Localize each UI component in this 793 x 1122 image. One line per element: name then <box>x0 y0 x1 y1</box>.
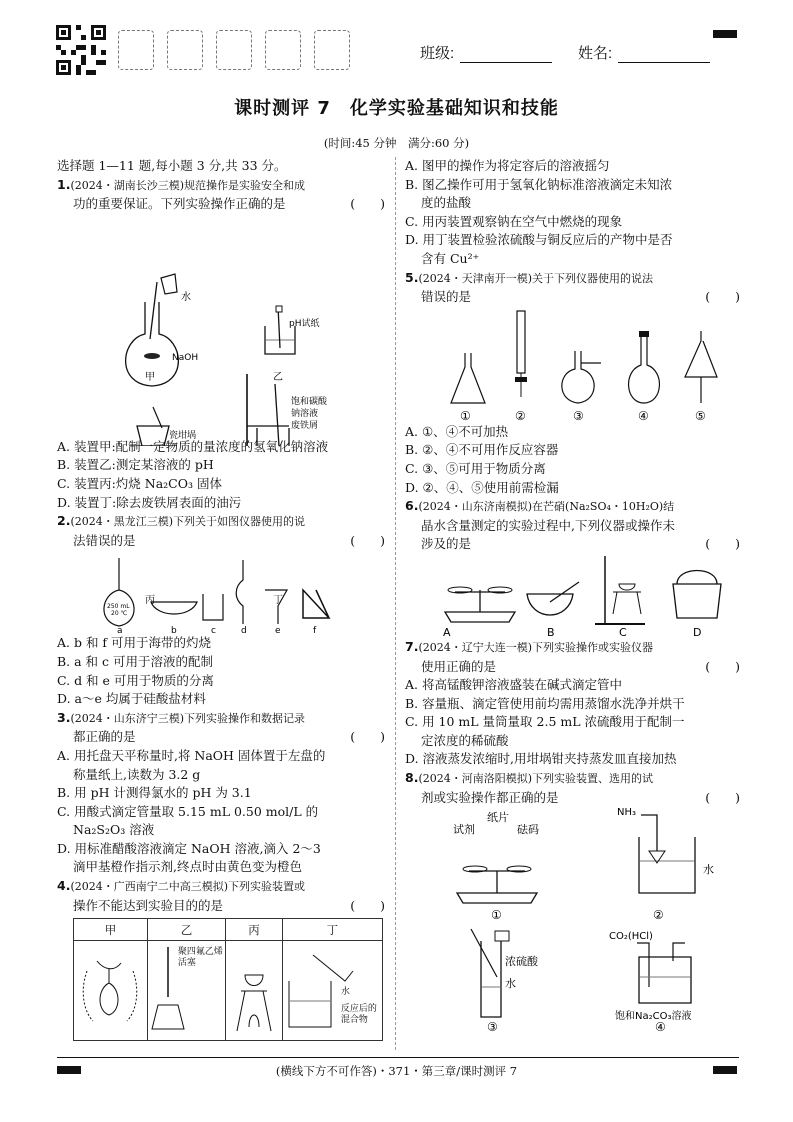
option: D. ②、④、⑤使用前需检漏 <box>405 479 559 495</box>
option: Na₂S₂O₃ 溶液 <box>73 822 155 838</box>
svg-text:试剂: 试剂 <box>453 823 475 837</box>
option: B. 容量瓶、滴定管使用前均需用蒸馏水洗净并烘干 <box>405 695 685 711</box>
option: C. 用 10 mL 量筒量取 2.5 mL 浓硫酸用于配制一 <box>405 714 685 730</box>
name-field: 姓名: <box>578 42 710 63</box>
option: B. ②、④不可用作反应容器 <box>405 442 559 458</box>
seat-box <box>167 30 203 70</box>
svg-text:f: f <box>313 626 317 635</box>
svg-text:d: d <box>241 626 247 635</box>
q1-figure <box>57 214 385 446</box>
svg-text:④: ④ <box>638 408 649 423</box>
time-info: (时间:45 分钟 满分:60 分) <box>323 136 470 150</box>
svg-text:水: 水 <box>703 863 714 877</box>
svg-text:b: b <box>171 626 177 635</box>
svg-text:a: a <box>117 626 123 635</box>
question-4: 4.(2024・广西南宁二中高三模拟)下列实验装置或 操作不能达到实验目的的是 ( ) 甲 乙 丙 丁 聚四氟乙烯 活塞 水 反应后的 混合物 <box>57 877 385 1041</box>
svg-text:乙: 乙 <box>273 371 283 383</box>
option: 滴甲基橙作指示剂,终点时由黄色变为橙色 <box>73 859 302 875</box>
q6-figure <box>405 554 740 638</box>
option: D. 用标准醋酸溶液滴定 NaOH 溶液,滴入 2～3 <box>57 840 321 856</box>
svg-text:钠溶液: 钠溶液 <box>291 408 319 419</box>
option: 度的盐酸 <box>421 195 472 211</box>
question-7: 7.(2024・辽宁大连一模)下列实验操作或实验仪器 使用正确的是 ( ) A. 将高锰酸钾溶液盛装在碱式滴定管中 B. 容量瓶、滴定管使用前均需用蒸馏水洗净并烘干 C. 用 10 mL 量筒量取 2.5 mL 浓硫酸用于配制一 定浓度的稀硫酸 D. 溶液蒸发浓缩时,用坩埚钳夹持蒸发皿直接加热 <box>405 638 740 769</box>
svg-text:水: 水 <box>505 977 516 991</box>
svg-text:③: ③ <box>487 1020 498 1034</box>
svg-text:B: B <box>547 625 555 638</box>
q4-table: 甲 乙 丙 丁 聚四氟乙烯 活塞 水 反应后的 混合物 <box>73 918 383 1041</box>
svg-text:pH试纸: pH试纸 <box>289 318 320 329</box>
option: 称量纸上,读数为 3.2 g <box>73 766 201 782</box>
question-5: 5.(2024・天津南开一模)关于下列仪器使用的说法 错误的是 ( ) ① ② ③ ④ ⑤ A. ①、④不可加热 B. ②、④不可用作反应容器 C. ③、⑤可用于物质分离 D. ②、④、⑤使用前需检漏 <box>405 269 740 498</box>
svg-text:③: ③ <box>573 408 584 423</box>
svg-text:饱和Na₂CO₃溶液: 饱和Na₂CO₃溶液 <box>615 1011 692 1023</box>
footer: (横线下方不可作答)・371・第三章/课时测评 7 <box>275 1064 518 1078</box>
iron-stand-icon <box>237 374 297 446</box>
question-6: 6.(2024・山东济南模拟)在芒硝(Na₂SO₄・10H₂O)结 晶水含量测定的实验过程中,下列仪器或操作未 涉及的是 ( ) A B C D <box>405 498 740 638</box>
question-1: 1.(2024・湖南长沙三模)规范操作是实验安全和成 功的重要保证。下列实验操作正确的是 ( ) 水 NaOH 甲 pH试纸 乙 瓷坩埚 饱和碳酸 钠溶液 废铁屑 丙 丁 A. 装置甲:配制一定物质的量浓度的氢氧化钠溶液 B. 装置乙:测定某溶液的 pH C. 装置丙:灼烧 Na₂CO₃ 固体 D. 装置丁:除去废铁屑表面的油污 <box>57 176 385 606</box>
option: C. 装置丙:灼烧 Na₂CO₃ 固体 <box>57 475 222 491</box>
class-field: 班级: <box>420 42 552 63</box>
option: A. 装置甲:配制一定物质的量浓度的氢氧化钠溶液 <box>57 438 329 454</box>
svg-text:c: c <box>211 626 216 635</box>
seat-box <box>265 30 301 70</box>
option: C. 用酸式滴定管量取 5.15 mL 0.50 mol/L 的 <box>57 803 319 819</box>
left-column <box>57 157 385 1041</box>
option: A. 将高锰酸钾溶液盛装在碱式滴定管中 <box>405 677 622 693</box>
option: A. b 和 f 可用于海带的灼烧 <box>57 635 212 651</box>
svg-text:饱和碳酸: 饱和碳酸 <box>291 396 328 407</box>
svg-text:纸片: 纸片 <box>487 811 509 825</box>
svg-text:⑤: ⑤ <box>695 408 706 423</box>
seat-box <box>314 30 350 70</box>
option: D. a～e 均属于硅酸盐材料 <box>57 691 206 707</box>
option: C. d 和 e 可用于物质的分离 <box>57 672 214 688</box>
option: A. 用托盘天平称量时,将 NaOH 固体置于左盘的 <box>57 747 326 763</box>
svg-text:甲: 甲 <box>145 371 155 383</box>
svg-text:①: ① <box>460 408 471 423</box>
svg-text:C: C <box>619 625 627 638</box>
option: C. ③、⑤可用于物质分离 <box>405 460 546 476</box>
right-column <box>405 157 740 1033</box>
option: 定浓度的稀硫酸 <box>421 732 509 748</box>
option: B. 用 pH 计测得氯水的 pH 为 3.1 <box>57 785 252 801</box>
option: A. ①、④不可加热 <box>405 423 509 439</box>
svg-text:②: ② <box>515 408 526 423</box>
option: C. 用丙装置观察钠在空气中燃烧的现象 <box>405 213 623 229</box>
option: 含有 Cu²⁺ <box>421 250 480 266</box>
svg-text:砝码: 砝码 <box>517 823 539 837</box>
svg-text:浓硫酸: 浓硫酸 <box>505 955 538 969</box>
option: D. 用丁装置检验浓硫酸与铜反应后的产物中是否 <box>405 232 673 248</box>
q5-figure <box>405 307 740 423</box>
svg-text:20 ℃: 20 ℃ <box>111 610 128 618</box>
seat-box <box>118 30 154 70</box>
svg-text:废铁屑: 废铁屑 <box>291 420 319 431</box>
svg-text:e: e <box>275 626 281 635</box>
question-3: 3.(2024・山东济宁三模)下列实验操作和数据记录 都正确的是 ( ) A. 用托盘天平称量时,将 NaOH 固体置于左盘的 称量纸上,读数为 3.2 g B. 用 pH 计测得氯水的 pH 为 3.1 C. 用酸式滴定管量取 5.15 mL 0.50 mol/L 的 Na₂S₂O₃ 溶液 D. 用标准醋酸溶液滴定 NaOH 溶液,滴入 2～3 滴甲基橙作指示剂,终点时由黄色变为橙色 <box>57 709 385 877</box>
qr-code <box>56 25 106 75</box>
svg-text:瓷坩埚: 瓷坩埚 <box>169 430 197 441</box>
beaker-icon <box>265 306 295 354</box>
page-title: 课时测评 7 化学实验基础知识和技能 <box>234 98 559 119</box>
intro: 选择题 1—11 题,每小题 3 分,共 33 分。 <box>57 158 287 173</box>
svg-text:④: ④ <box>655 1020 666 1034</box>
column-divider <box>395 157 396 1050</box>
q2-figure <box>57 550 385 634</box>
volumetric-flask-icon <box>126 274 179 386</box>
question-2: 2.(2024・黑龙江三模)下列关于如图仪器使用的说 法错误的是 ( ) 250 mL 20 ℃ a b c d e f A. b 和 f 可用于海带的灼烧 B. a 和 c 可用于溶液的配制 C. d 和 e 可用于物质的分离 D. a～e 均属于硅酸盐材料 <box>57 512 385 709</box>
svg-text:NaOH: NaOH <box>172 352 199 363</box>
seat-box <box>216 30 252 70</box>
svg-text:NH₃: NH₃ <box>617 807 637 819</box>
option: B. a 和 c 可用于溶液的配制 <box>57 653 214 669</box>
option: A. 图甲的操作为将定容后的溶液摇匀 <box>405 158 610 173</box>
svg-text:①: ① <box>491 908 502 923</box>
q8-figure <box>405 807 740 1033</box>
option: B. 装置乙:测定某溶液的 pH <box>57 457 214 473</box>
svg-text:CO₂(HCl): CO₂(HCl) <box>609 931 653 943</box>
svg-text:D: D <box>693 625 702 638</box>
option: B. 图乙操作可用于氢氧化钠标准溶液滴定未知浓 <box>405 176 673 192</box>
option: D. 装置丁:除去废铁屑表面的油污 <box>57 494 242 510</box>
corner-mark <box>713 30 737 38</box>
footer-rule <box>57 1057 739 1058</box>
svg-text:A: A <box>443 625 451 638</box>
svg-text:250 mL: 250 mL <box>107 603 130 611</box>
option: D. 溶液蒸发浓缩时,用坩埚钳夹持蒸发皿直接加热 <box>405 751 677 767</box>
question-8: 8.(2024・河南洛阳模拟)下列实验装置、选用的试 剂或实验操作都正确的是 ( ) 试剂 纸片 砝码 ① NH₃ 水 ② 浓硫酸 水 ③ CO₂(HCl) 饱和Na₂CO₃溶液 ④ <box>405 770 740 1034</box>
svg-text:②: ② <box>653 908 664 923</box>
svg-text:水: 水 <box>181 291 191 303</box>
